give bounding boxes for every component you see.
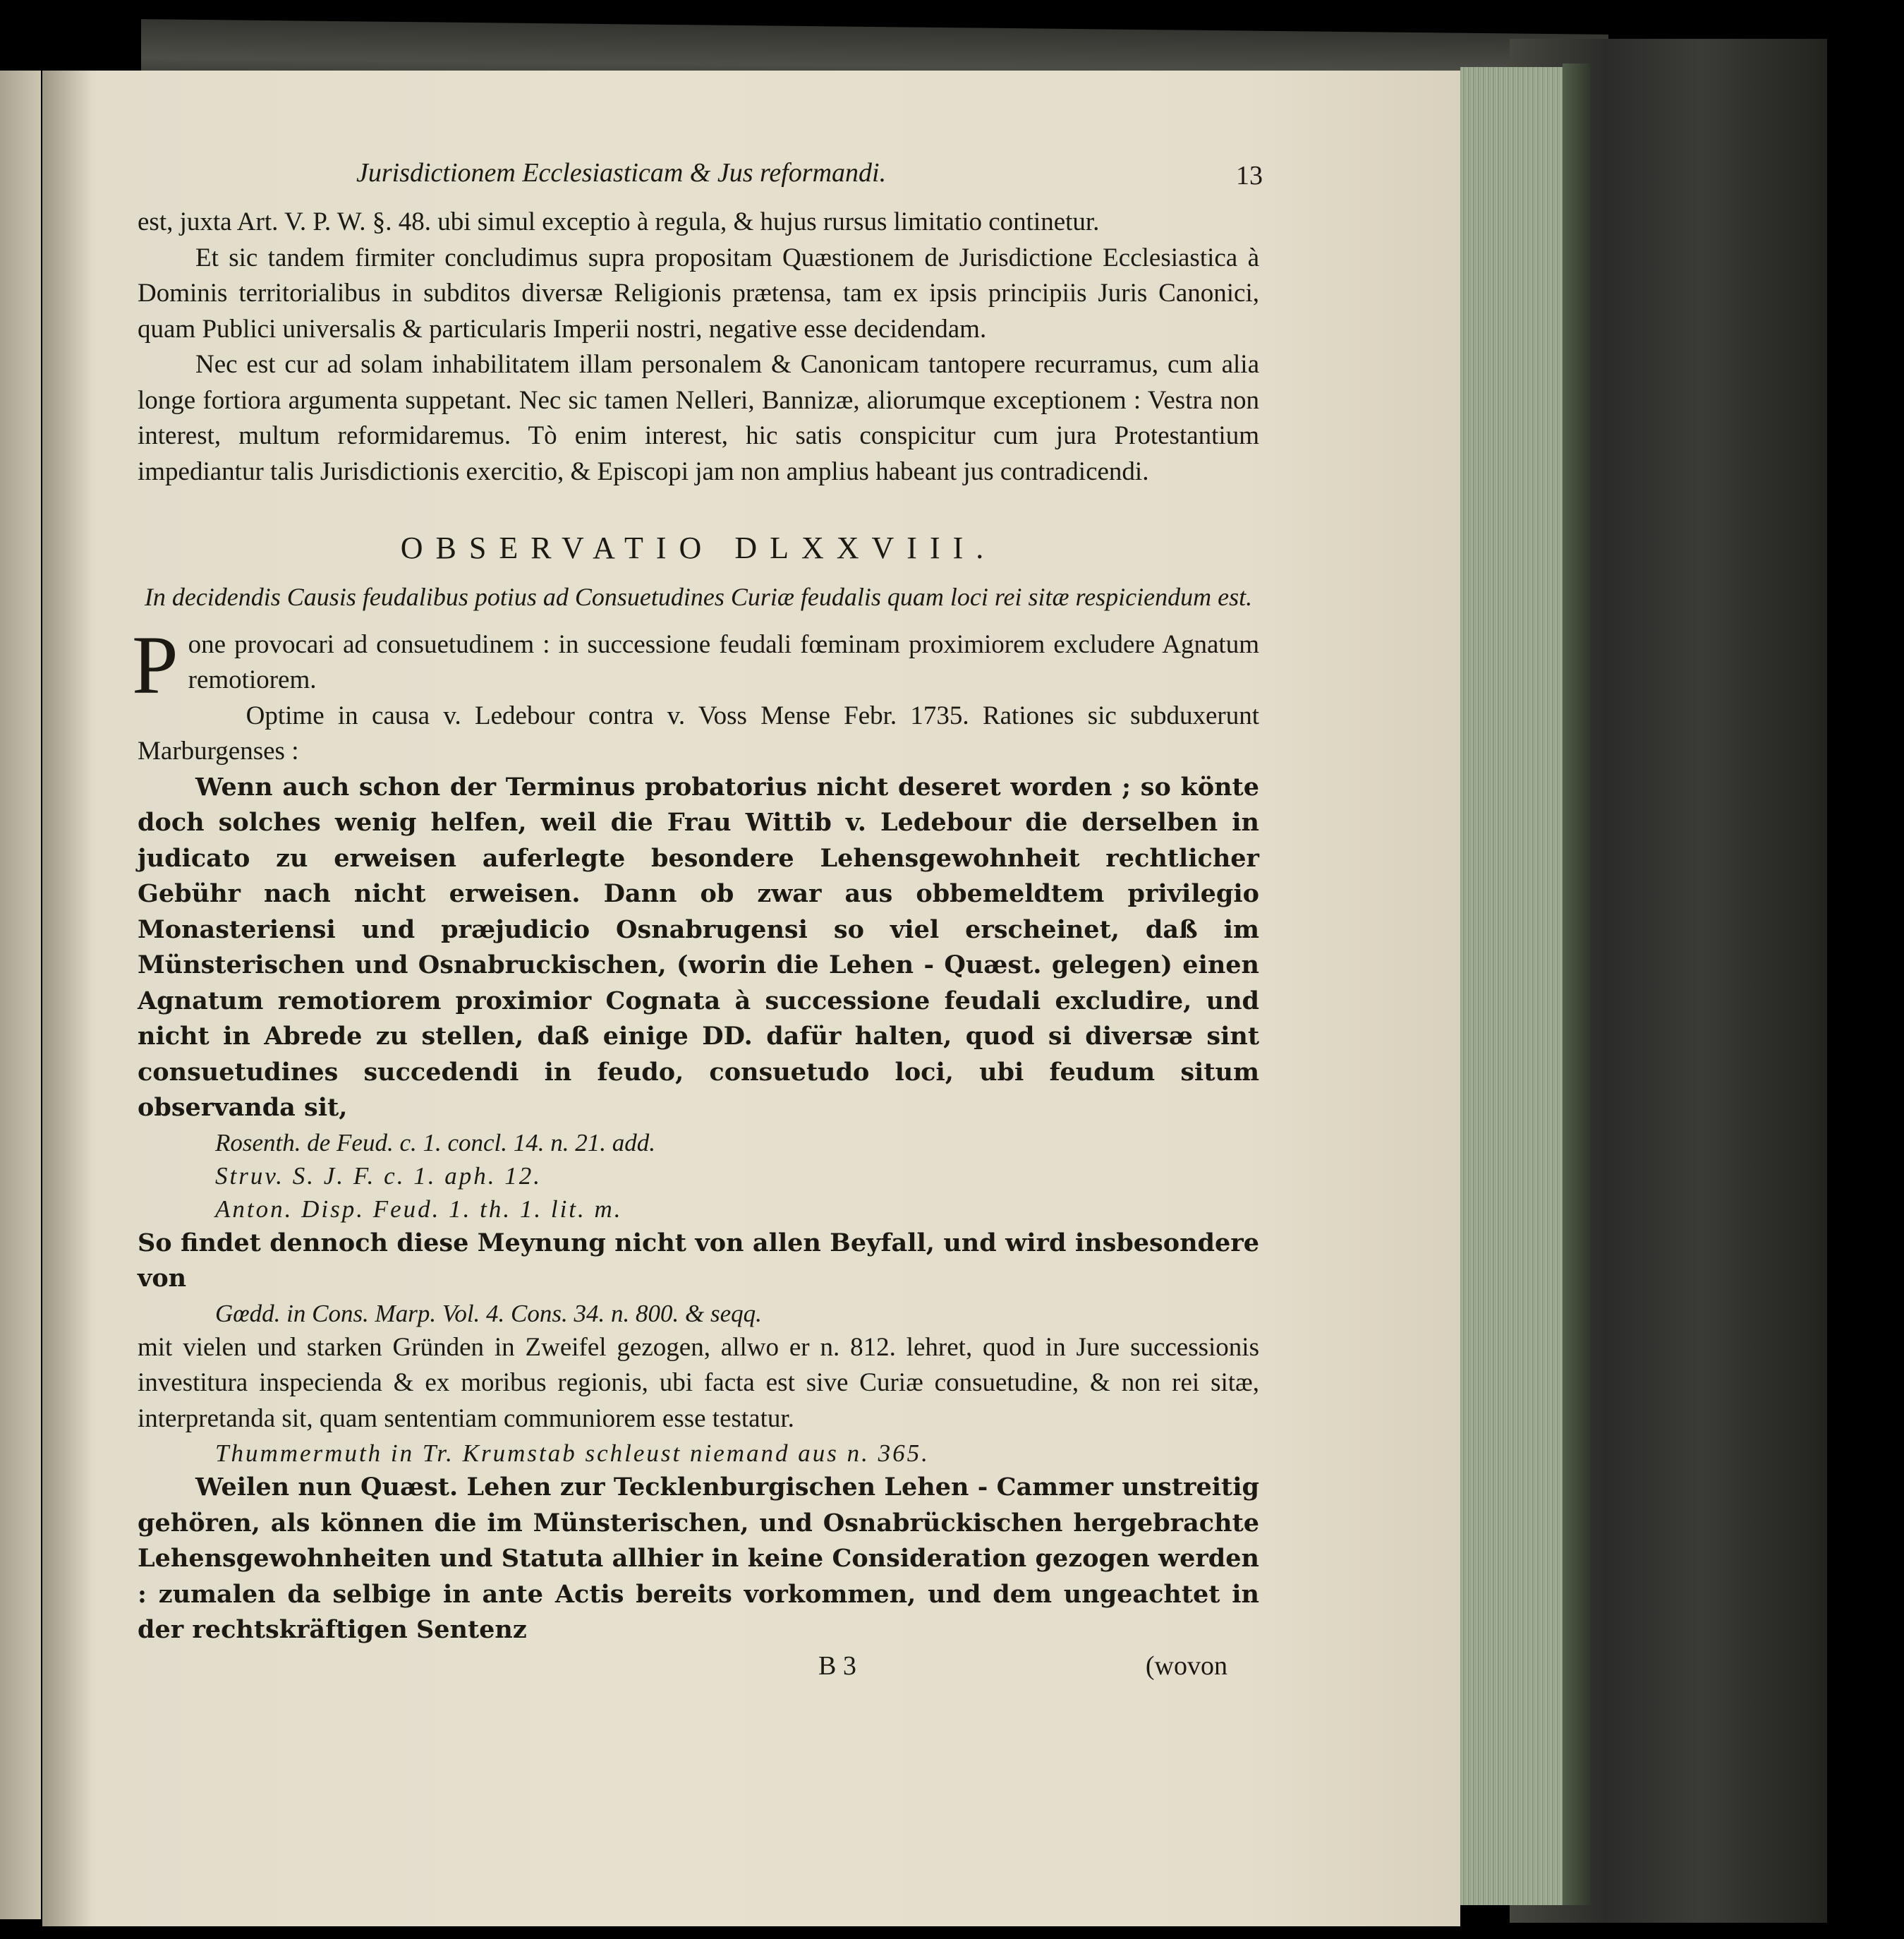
signature-mark: B 3 [818, 1650, 856, 1681]
running-head: Jurisdictionem Ecclesiasticam & Jus reformandi. [356, 158, 887, 188]
paragraph-2: Et sic tandem firmiter concludimus supra propositam Quæstionem de Jurisdictione Ecclesiastica à Dominis territorialibus in subditos diversæ Religionis prætensa, tam ex ipsis principiis Juris Canonici, quam Publici universalis & particularis Imperii nostri, negative esse decidendam. [138, 243, 1259, 344]
facing-page-edge [0, 71, 41, 1919]
catchword: (wovon [1145, 1650, 1227, 1681]
citation-struve: Struv. S. J. F. c. 1. aph. 12. [215, 1161, 542, 1190]
citation-goedd: Gœdd. in Cons. Marp. Vol. 4. Cons. 34. n. 800. & seqq. [215, 1299, 762, 1327]
page-header [138, 155, 1263, 205]
citation-anton: Anton. Disp. Feud. 1. th. 1. lit. m. [215, 1195, 623, 1223]
page-footer [138, 1648, 1259, 1687]
paragraph-reasoning: mit vielen und starken Gründen in Zweifel gezogen, allwo er n. 812. lehret, quod in Jure successionis investitura inspecienda & ex moribus regionis, ubi facta est sive Curiæ consuetudine, & non rei sitæ, interpretanda sit, quam sententiam communiorem esse testatur. [138, 1332, 1259, 1433]
citation-rosenthal: Rosenth. de Feud. c. 1. concl. 14. n. 21. add. [215, 1128, 656, 1156]
cover-edge [1563, 64, 1591, 1905]
gutter-shadow [42, 71, 92, 1926]
paragraph-german-1: Wenn auch schon der Terminus probatorius nicht deseret worden ; so könte doch solches wenig helfen, weil die Frau Wittib v. Ledebour die derselben in judicato zu erweisen auferlegte besondere Lehensgewohnheit rechtlicher Gebühr nach nicht erweisen. Dann ob zwar aus obbemeldtem privilegio Monasteriensi und præjudicio Osnabrugensi so viel erscheinet, daß im Münsterischen und Osnabruckischen, (worin die Lehen - Quæst. gelegen) einen Agnatum remotiorem proximior Cognata à successione feudali excludire, und nicht in Abrede zu stellen, daß einige DD. dafür halten, quod si diversæ sint consuetudines succedendi in feudo, consuetudo loci, ubi feudum situm observanda sit, [138, 772, 1259, 1122]
drop-cap: P [132, 618, 178, 711]
page-block-edges [1460, 67, 1563, 1905]
page-text [132, 155, 1263, 1687]
opening-text: one provocari ad consuetudinem : in successione feudali fœminam proximiorem excludere Agnatum remotiorem. [188, 629, 1259, 694]
page-number: 13 [1236, 161, 1263, 191]
paragraph-3: Nec est cur ad solam inhabilitatem illam personalem & Canonicam tantopere recurramus, cum alia longe fortiora argumenta suppetant. Nec sic tamen Nelleri, Bannizæ, aliorumque exceptionem : Vestra non interest, multum reformidaremus. Tò enim interest, hic satis conspicitur cum jura Protestantium impediantur talis Jurisdictionis exercitio, & Episcopi jam non amplius habeant jus contradicendi. [138, 350, 1259, 486]
paragraph-german-2: So findet dennoch diese Meynung nicht von allen Beyfall, und wird insbesondere von [138, 1228, 1259, 1293]
observation-subtitle: In decidendis Causis feudalibus potius ad Consuetudines Curiæ feudalis quam loci rei sitæ respiciendum est. [144, 582, 1253, 611]
paragraph-causa: Optime in causa v. Ledebour contra v. Voss Mense Febr. 1735. Rationes sic subduxerunt Marburgenses : [138, 701, 1259, 766]
paragraph-1: est, juxta Art. V. P. W. §. 48. ubi simul exceptio à regula, & hujus rursus limitatio continetur. [138, 207, 1100, 236]
observation-title: OBSERVATIO DLXXVIII. [400, 531, 997, 565]
opening-paragraph [132, 618, 1259, 711]
paragraph-german-3: Weilen nun Quæst. Lehen zur Tecklenburgischen Lehen - Cammer unstreitig gehören, als können die im Münsterischen, und Osnabrückischen hergebrachte Lehensgewohnheiten und Statuta allhier in keine Consideration gezogen werden : zumalen da selbige in ante Actis bereits vorkommen, und dem ungeachtet in der rechtskräftigen Sentenz [138, 1473, 1259, 1644]
citation-thummermuth: Thummermuth in Tr. Krumstab schleust niemand aus n. 365. [215, 1439, 930, 1467]
